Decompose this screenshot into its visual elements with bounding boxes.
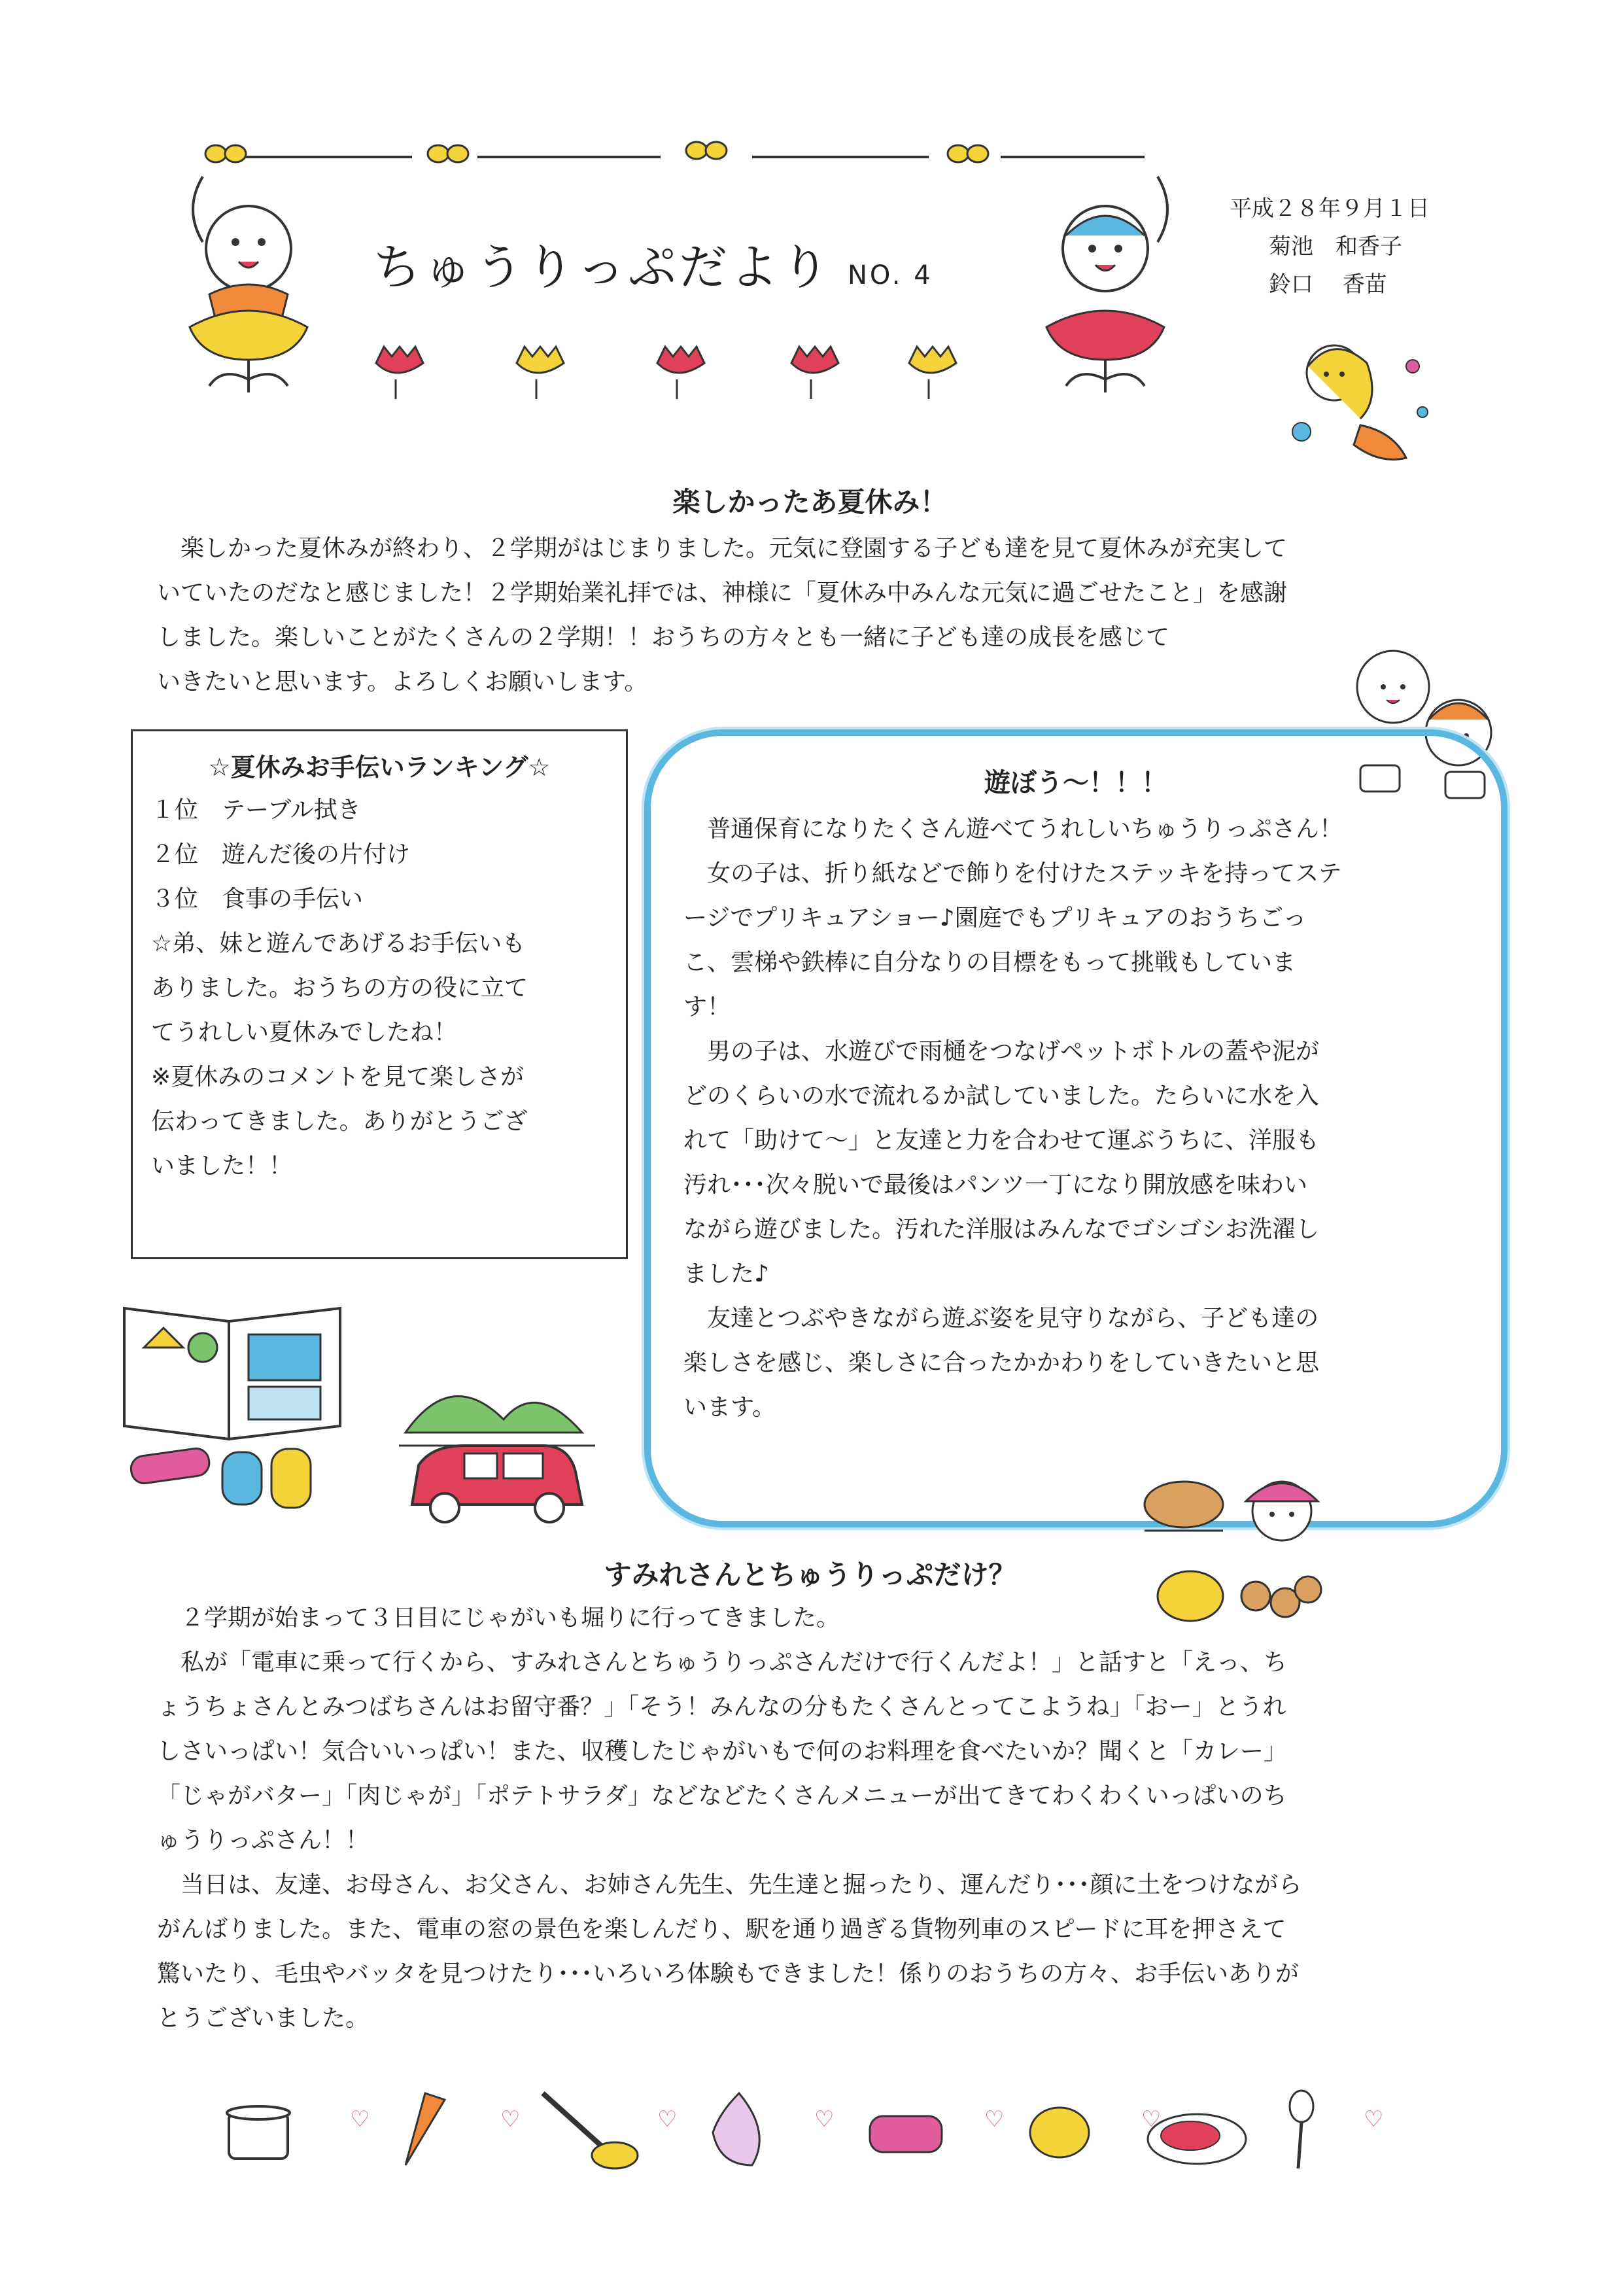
- header-meta: [1230, 190, 1504, 304]
- ranking-note: ☆弟、妹と遊んであげるお手伝いも: [151, 930, 526, 957]
- onion-icon: [713, 2093, 759, 2165]
- child-tulip-illustration-right: [1046, 206, 1164, 392]
- section1-line: いていたのだなと感じました！２学期始業礼拝では、神様に「夏休み中みんな元気に過ごせたこと」を感謝: [157, 580, 1288, 606]
- play-body: [683, 807, 1468, 1430]
- play-line: ながら遊びました。汚れた洋服はみんなでゴシゴシお洗濯し: [683, 1216, 1320, 1243]
- section1-line: しました。楽しいことがたくさんの２学期！！おうちの方々とも一緒に子ども達の成長を感じて: [157, 624, 1170, 651]
- section2-line: ２学期が始まって３日目にじゃがいも堀りに行ってきました。: [157, 1605, 840, 1631]
- play-heading: 遊ぼう～！！！: [984, 768, 1167, 798]
- play-line: ージでプリキュアショー♪園庭でもプリキュアのおうちごっ: [683, 905, 1307, 931]
- ranking-item: １位 テーブル拭き: [151, 797, 361, 824]
- newsletter-title: [373, 229, 933, 298]
- heart-icon: ♡: [500, 2106, 521, 2132]
- play-line: こ、雲梯や鉄棒に自分なりの目標をもって挑戦もしていま: [683, 949, 1296, 976]
- heart-icon: ♡: [1141, 2106, 1162, 2132]
- play-line: 汚れ･･･次々脱いで最後はパンツ一丁になり開放感を味わい: [683, 1172, 1308, 1198]
- play-line: どのくらいの水で流れるか試していました。たらいに水を入: [683, 1083, 1320, 1109]
- play-line: 友達とつぶやきながら遊ぶ姿を見守りながら、子ども達の: [683, 1305, 1319, 1332]
- carrot-icon: [405, 2093, 445, 2165]
- ladle-icon: [543, 2093, 638, 2168]
- car-trip-illustration: [392, 1341, 602, 1524]
- butterfly-icon: [205, 145, 246, 162]
- play-line: 男の子は、水遊びで雨樋をつなげペットボトルの蓋や泥が: [683, 1038, 1320, 1065]
- play-line: 楽しさを感じ、楽しさに合ったかかわりをしていきたいと思: [683, 1349, 1320, 1376]
- issue-date: 平成２８年９月１日: [1230, 196, 1430, 222]
- play-line: す！: [683, 994, 731, 1020]
- section2-line: 当日は、友達、お母さん、お父さん、お姉さん先生、先生達と掘ったり、運んだり･･･顔に土をつけながら: [157, 1871, 1302, 1898]
- ranking-item: ２位 遊んだ後の片付け: [151, 841, 411, 868]
- heart-icon: ♡: [350, 2106, 370, 2132]
- section1-heading: 楽しかったあ夏休み！: [672, 486, 948, 518]
- heart-icon: ♡: [984, 2106, 1005, 2132]
- picture-book-illustration: [111, 1295, 360, 1511]
- author-2: 鈴口 香苗: [1269, 271, 1387, 298]
- curry-rice-icon: [1148, 2114, 1246, 2164]
- ranking-box: [131, 729, 628, 1259]
- section2-line: 私が「電車に乗って行くから、すみれさんとちゅうりっぷさんだけで行くんだよ！」と話すと「えっ、ち: [157, 1649, 1288, 1676]
- heart-icon: ♡: [814, 2106, 835, 2132]
- ranking-note: ※夏休みのコメントを見て楽しさが: [151, 1064, 525, 1090]
- section1-line: いきたいと思います。よろしくお願いします。: [157, 669, 648, 695]
- butterfly-icon: [948, 145, 988, 162]
- butterfly-icon: [428, 145, 468, 162]
- mermaid-illustration: [1282, 327, 1439, 478]
- spoon-icon: [1290, 2091, 1313, 2168]
- play-line: 普通保育になりたくさん遊べてうれしいちゅうりっぷさん！: [683, 816, 1343, 843]
- section2-line: しさいっぱい！気合いいっぱい！また、収穫したじゃがいもで何のお料理を食べたいか？聞くと「カレー」: [157, 1738, 1288, 1765]
- play-line: ました♪: [683, 1261, 769, 1287]
- section2-line: ゅうりっぷさん！！: [157, 1827, 370, 1854]
- ranking-note: てうれしい夏休みでしたね！: [151, 1019, 458, 1046]
- play-box: [644, 729, 1508, 1527]
- section1-line: 楽しかった夏休みが終わり、２学期がはじまりました。元気に登園する子ども達を見て夏休みが充実して: [181, 535, 1288, 562]
- heart-icon: ♡: [1364, 2106, 1384, 2132]
- pot-icon: [227, 2106, 290, 2159]
- heart-icon: ♡: [657, 2106, 678, 2132]
- section2-heading: すみれさんとちゅうりっぷだけ？: [604, 1559, 1016, 1591]
- section2-line: ょうちょさんとみつばちさんはお留守番？」「そう！みんなの分もたくさんとってこようね」「おー」とうれ: [157, 1694, 1286, 1720]
- section2-line: 驚いたり、毛虫やバッタを見つけたり･･･いろいろ体験もできました！係りのおうちの方々、お手伝いありが: [157, 1960, 1300, 1987]
- section1-body: [157, 527, 1478, 704]
- ranking-note: 伝わってきました。ありがとうござ: [151, 1108, 528, 1135]
- ranking-title: ☆夏休みお手伝いランキング☆: [208, 753, 551, 782]
- ranking-note: ありました。おうちの方の役に立て: [151, 975, 528, 1001]
- butterfly-icon: [686, 142, 727, 159]
- child-tulip-illustration-left: [190, 206, 307, 392]
- title-text: ちゅうりっぷだより: [373, 239, 832, 296]
- author-1: 菊池 和香子: [1269, 234, 1402, 260]
- play-line: います。: [683, 1394, 776, 1421]
- section2-line: がんばりました。また、電車の窓の景色を楽しんだり、駅を通り過ぎる貨物列車のスピードに耳を押さえて: [157, 1916, 1286, 1943]
- tulip-row-decoration: [376, 347, 956, 399]
- play-line: れて「助けて～」と友達と力を合わせて運ぶうちに、洋服も: [683, 1127, 1320, 1154]
- ranking-item: ３位 食事の手伝い: [151, 886, 364, 913]
- ranking-note: いました！！: [151, 1153, 293, 1179]
- section2-body: [157, 1596, 1478, 2041]
- meat-icon: [870, 2116, 942, 2152]
- play-line: 女の子は、折り紙などで飾りを付けたステッキを持ってステ: [683, 860, 1342, 887]
- potato-icon: [1030, 2108, 1089, 2157]
- section2-line: 「じゃがバター」「肉じゃが」「ポテトサラダ」などなどたくさんメニューが出てきてわくわくいっぱいのち: [157, 1783, 1287, 1809]
- issue-number: NO. 4: [848, 260, 933, 290]
- section2-line: とうございました。: [157, 2005, 370, 2032]
